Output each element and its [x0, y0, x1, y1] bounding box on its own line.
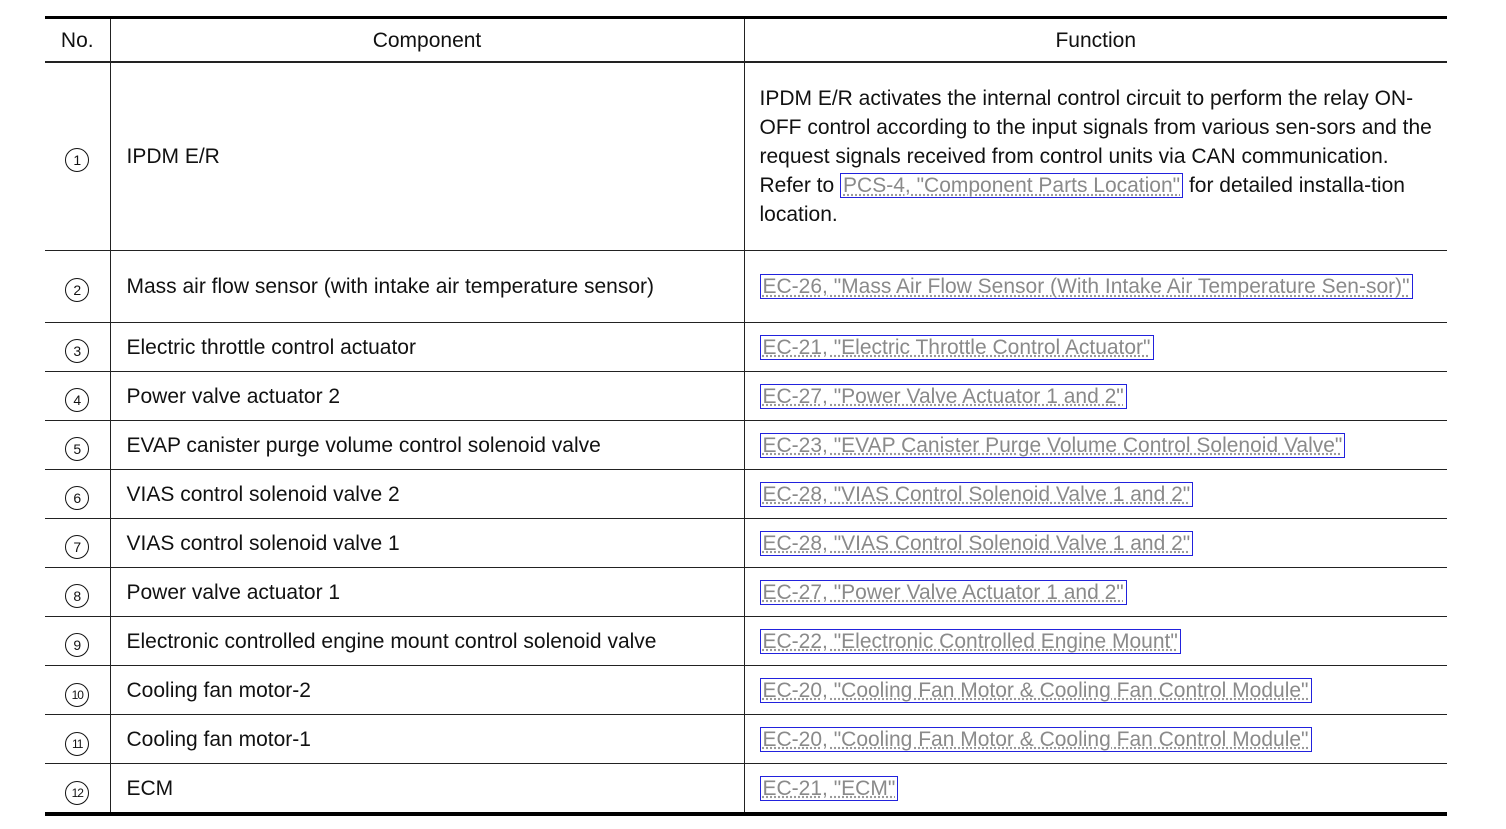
row-number: 5 [65, 437, 89, 461]
reference-link[interactable]: EC-28, "VIAS Control Solenoid Valve 1 and 2" [760, 482, 1194, 507]
row-number-cell [45, 62, 110, 251]
row-number-cell [45, 470, 110, 519]
table-row [45, 764, 1447, 815]
function-cell [744, 715, 1447, 764]
row-number: 11 [65, 732, 89, 756]
component-name: Power valve actuator 1 [110, 568, 744, 617]
row-number-cell [45, 372, 110, 421]
reference-link[interactable]: EC-20, "Cooling Fan Motor & Cooling Fan Control Module" [760, 727, 1312, 752]
row-number-cell [45, 251, 110, 323]
component-name: Mass air flow sensor (with intake air temperature sensor) [110, 251, 744, 323]
row-number-cell [45, 715, 110, 764]
row-number-cell [45, 764, 110, 815]
table-row [45, 251, 1447, 323]
refer-suffix: for detailed installa-tion location. [759, 174, 1405, 226]
row-number-cell [45, 617, 110, 666]
component-name: Cooling fan motor-1 [110, 715, 744, 764]
row-number-cell [45, 666, 110, 715]
row-number: 2 [65, 278, 89, 302]
table-row [45, 519, 1447, 568]
row-number: 8 [65, 584, 89, 608]
row-number: 1 [65, 148, 89, 172]
row-number-cell [45, 568, 110, 617]
function-cell [744, 519, 1447, 568]
reference-link[interactable]: EC-26, "Mass Air Flow Sensor (With Intake Air Temperature Sen-sor)" [760, 274, 1413, 299]
table-row [45, 568, 1447, 617]
function-cell [744, 372, 1447, 421]
function-cell [744, 470, 1447, 519]
function-cell [744, 764, 1447, 815]
function-cell [744, 421, 1447, 470]
reference-link[interactable]: PCS-4, "Component Parts Location" [840, 173, 1183, 198]
function-cell [744, 666, 1447, 715]
table-row [45, 617, 1447, 666]
row-number: 6 [65, 486, 89, 510]
component-name: Electric throttle control actuator [110, 323, 744, 372]
function-cell [744, 62, 1447, 251]
component-table [45, 16, 1447, 816]
table-row [45, 323, 1447, 372]
component-name: Cooling fan motor-2 [110, 666, 744, 715]
function-cell [744, 251, 1447, 323]
component-name: Electronic controlled engine mount control solenoid valve [110, 617, 744, 666]
table-row [45, 372, 1447, 421]
function-cell [744, 568, 1447, 617]
function-description: IPDM E/R activates the internal control circuit to perform the relay ON-OFF control according to the input signals from various sen-sors and the request signals received from control units via CAN communication. [759, 87, 1432, 168]
reference-link[interactable]: EC-23, "EVAP Canister Purge Volume Control Solenoid Valve" [760, 433, 1346, 458]
row-number: 7 [65, 535, 89, 559]
header-no: No. [45, 18, 110, 63]
row-number-cell [45, 421, 110, 470]
row-number: 4 [65, 388, 89, 412]
component-name: VIAS control solenoid valve 2 [110, 470, 744, 519]
refer-prefix: Refer to [759, 174, 835, 197]
table-header-row [45, 18, 1447, 63]
reference-link[interactable]: EC-21, "ECM" [760, 776, 899, 801]
row-number-cell [45, 519, 110, 568]
reference-link[interactable]: EC-27, "Power Valve Actuator 1 and 2" [760, 384, 1127, 409]
component-name: ECM [110, 764, 744, 815]
row-number: 12 [65, 781, 89, 805]
table-row [45, 62, 1447, 251]
table-row [45, 470, 1447, 519]
reference-link[interactable]: EC-20, "Cooling Fan Motor & Cooling Fan Control Module" [760, 678, 1312, 703]
row-number-cell [45, 323, 110, 372]
reference-link[interactable]: EC-21, "Electric Throttle Control Actuator" [760, 335, 1154, 360]
table-row [45, 421, 1447, 470]
header-component: Component [110, 18, 744, 63]
row-number: 3 [65, 339, 89, 363]
row-number: 10 [65, 683, 89, 707]
component-name: EVAP canister purge volume control solenoid valve [110, 421, 744, 470]
component-name: IPDM E/R [110, 62, 744, 251]
table-row [45, 715, 1447, 764]
component-name: Power valve actuator 2 [110, 372, 744, 421]
reference-link[interactable]: EC-28, "VIAS Control Solenoid Valve 1 and 2" [760, 531, 1194, 556]
row-number: 9 [65, 633, 89, 657]
reference-link[interactable]: EC-22, "Electronic Controlled Engine Mount" [760, 629, 1181, 654]
function-cell [744, 617, 1447, 666]
reference-link[interactable]: EC-27, "Power Valve Actuator 1 and 2" [760, 580, 1127, 605]
table-row [45, 666, 1447, 715]
function-cell [744, 323, 1447, 372]
component-name: VIAS control solenoid valve 1 [110, 519, 744, 568]
header-function: Function [744, 18, 1447, 63]
